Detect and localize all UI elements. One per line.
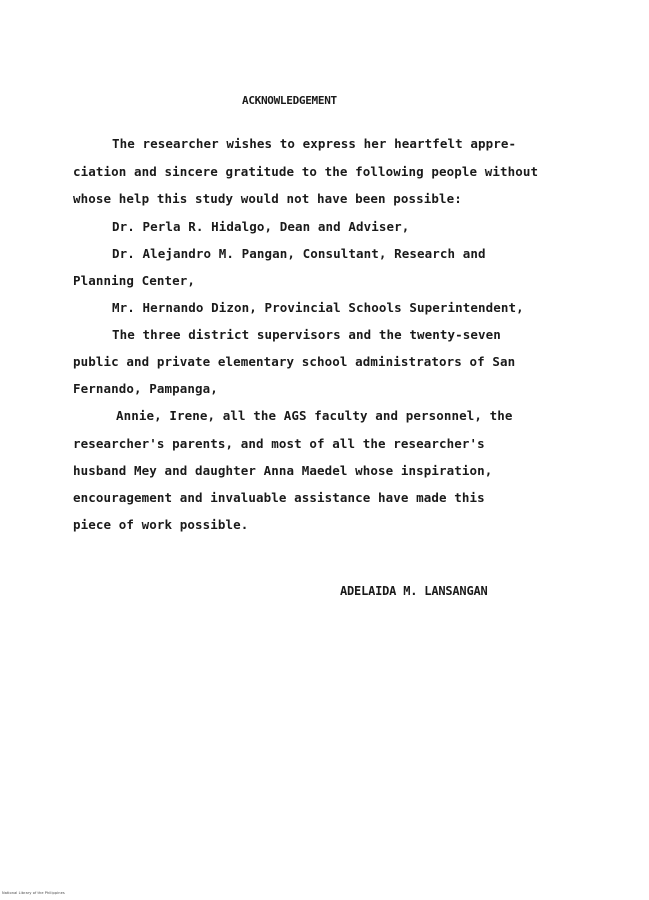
body-line-12: researcher's parents, and most of all the researcher's	[73, 436, 485, 451]
body-line-2: ciation and sincere gratitude to the following people without	[73, 164, 539, 179]
body-line-15: piece of work possible.	[73, 517, 249, 532]
body-line-8: The three district supervisors and the twenty-seven	[112, 327, 501, 342]
body-line-4: Dr. Perla R. Hidalgo, Dean and Adviser,	[112, 219, 410, 234]
body-line-10: Fernando, Pampanga,	[73, 381, 218, 396]
body-line-14: encouragement and invaluable assistance have made this	[73, 490, 485, 505]
body-line-6: Planning Center,	[73, 273, 196, 288]
body-line-3: whose help this study would not have been possible:	[73, 191, 462, 206]
body-line-11: Annie, Irene, all the AGS faculty and personnel, the	[116, 408, 513, 423]
body-line-1: The researcher wishes to express her heartfelt appre-	[112, 136, 517, 151]
signature-name: ADELAIDA M. LANSANGAN	[340, 584, 488, 598]
footer-note: National Library of the Philippines	[2, 891, 65, 895]
body-line-5: Dr. Alejandro M. Pangan, Consultant, Research and	[112, 246, 486, 261]
page-title: ACKNOWLEDGEMENT	[242, 94, 337, 107]
body-line-13: husband Mey and daughter Anna Maedel whose inspiration,	[73, 463, 493, 478]
body-line-9: public and private elementary school administrators of San	[73, 354, 516, 369]
body-line-7: Mr. Hernando Dizon, Provincial Schools Superintendent,	[112, 300, 524, 315]
